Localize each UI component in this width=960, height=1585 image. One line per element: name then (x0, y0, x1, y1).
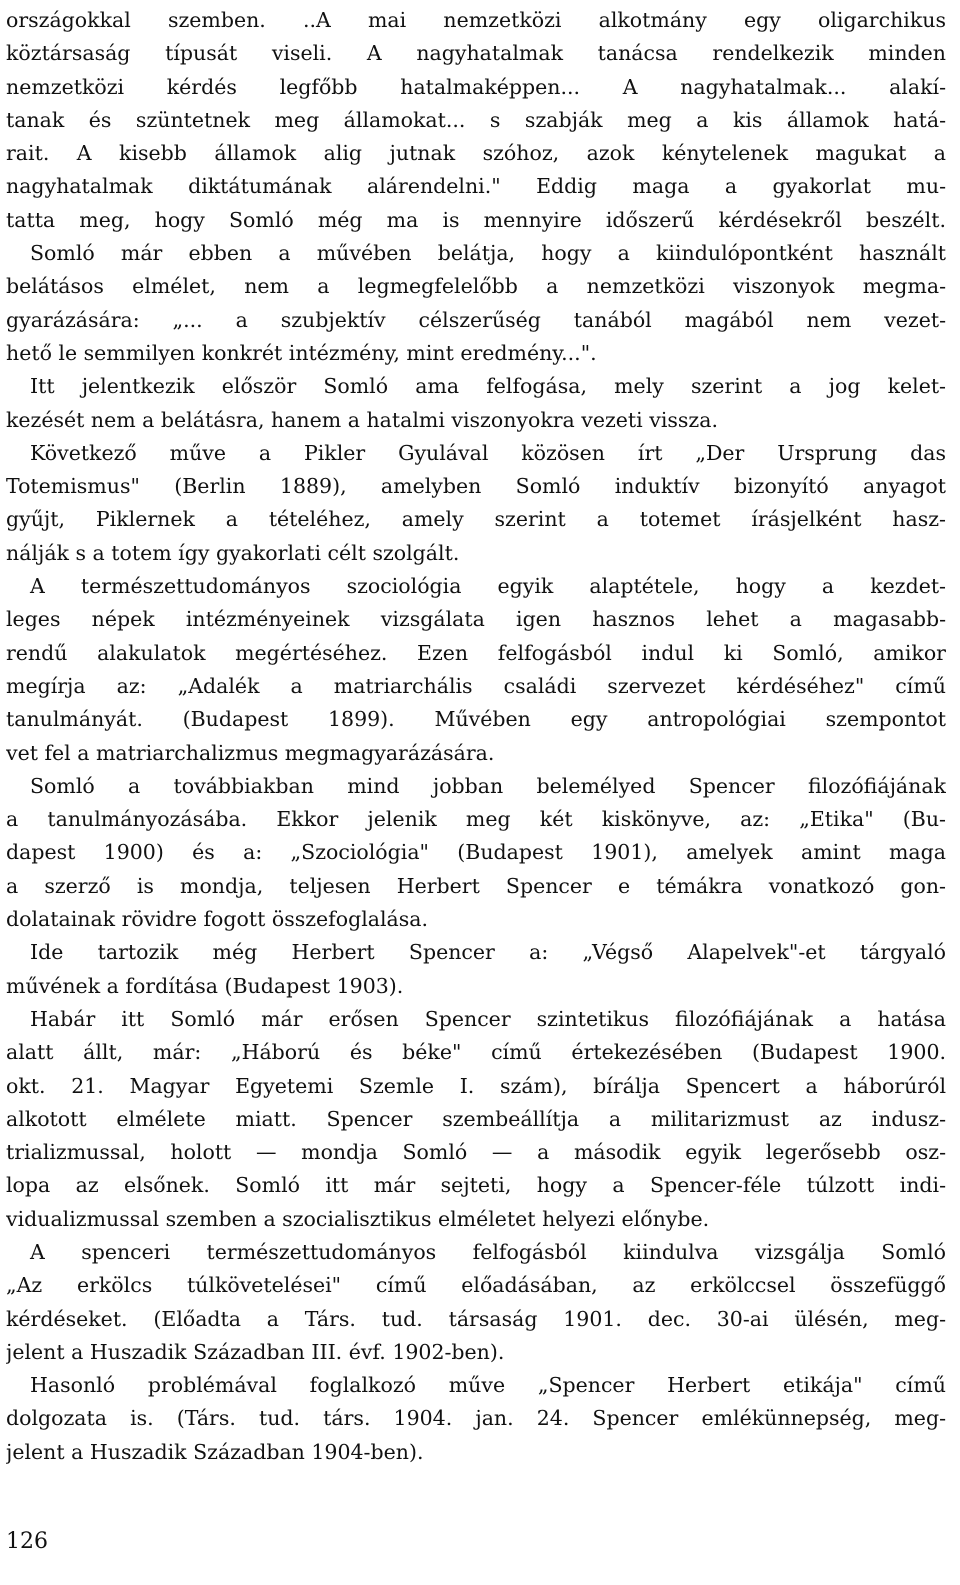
text-line: leges népek intézményeinek vizsgálata igen hasznos lehet a magasabb- (6, 607, 946, 632)
text-line: vidualizmussal szemben a szocialisztikus elméletet helyezi előnybe. (6, 1206, 710, 1231)
text-line: köztársaság típusát viseli. A nagyhatalmak tanácsa rendelkezik minden (6, 41, 946, 66)
text-line: Ide tartozik még Herbert Spencer a: „Végső Alapelvek"-et tárgyaló (30, 940, 946, 965)
text-line: okt. 21. Magyar Egyetemi Szemle I. szám), bírálja Spencert a háborúról (6, 1073, 946, 1098)
text-line: Habár itt Somló már erősen Spencer szintetikus filozófiájának a hatása (30, 1006, 946, 1031)
text-line: jelent a Huszadik Században III. évf. 1902-ben). (6, 1339, 505, 1364)
text-line: dolgozata is. (Társ. tud. társ. 1904. jan. 24. Spencer emlékünnepség, meg- (6, 1406, 946, 1431)
text-line: országokkal szemben. ..A mai nemzetközi alkotmány egy oligarchikus (6, 8, 946, 32)
text-line: Somló már ebben a művében belátja, hogy a kiindulópontként használt (30, 241, 946, 266)
text-line: rait. A kisebb államok alig jutnak szóhoz, azok kénytelenek magukat a (6, 141, 946, 166)
text-line: dapest 1900) és a: „Szociológia" (Budapest 1901), amelyek amint maga (6, 840, 946, 865)
text-line: tatta meg, hogy Somló még ma is mennyire időszerű kérdésekről beszélt. (6, 207, 946, 232)
text-line: lopa az elsőnek. Somló itt már sejteti, hogy a Spencer-féle túlzott indi- (6, 1173, 946, 1198)
text-line: tanak és szüntetnek meg államokat... s szabják meg a kis államok hatá- (6, 107, 946, 132)
text-line: A spenceri természettudományos felfogásból kiindulva vizsgálja Somló (30, 1239, 946, 1264)
body-text (6, 4, 946, 1469)
text-line: rendű alakulatok megértéséhez. Ezen felfogásból indul ki Somló, amikor (6, 640, 946, 665)
page-number: 126 (6, 1529, 48, 1554)
text-line: a szerző is mondja, teljesen Herbert Spencer e témákra vonatkozó gon- (6, 873, 946, 898)
text-line: nemzetközi kérdés legfőbb hatalmaképpen... A nagyhatalmak... alakí- (6, 74, 946, 99)
text-line: Itt jelentkezik először Somló ama felfogása, mely szerint a jog kelet- (30, 374, 946, 399)
text-line: Hasonló problémával foglalkozó műve „Spencer Herbert etikája" című (30, 1373, 946, 1398)
text-line: megírja az: „Adalék a matriarchális családi szervezet kérdéséhez" című (6, 673, 946, 698)
text-line: kérdéseket. (Előadta a Társ. tud. társaság 1901. dec. 30-ai ülésén, meg- (6, 1306, 946, 1331)
text-line: nálják s a totem így gyakorlati célt szolgált. (6, 540, 460, 565)
text-line: jelent a Huszadik Században 1904-ben). (6, 1439, 424, 1464)
text-line: alkotott elmélete miatt. Spencer szembeállítja a militarizmust az indusz- (6, 1106, 946, 1131)
text-line: trializmussal, holott — mondja Somló — a második egyik legerősebb osz- (6, 1140, 946, 1165)
text-line: „Az erkölcs túlkövetelései" című előadásában, az erkölccsel összefüggő (6, 1273, 946, 1298)
text-line: A természettudományos szociológia egyik alaptétele, hogy a kezdet- (30, 574, 946, 599)
text-line: alatt állt, már: „Háború és béke" című értekezésében (Budapest 1900. (6, 1040, 946, 1065)
text-line: Somló a továbbiakban mind jobban belemélyed Spencer filozófiájának (30, 773, 946, 798)
text-line: gyarázására: „... a szubjektív célszerűség tanából magából nem vezet- (6, 307, 946, 332)
text-line: Totemismus" (Berlin 1889), amelyben Somló induktív bizonyító anyagot (6, 474, 946, 499)
text-line: belátásos elmélet, nem a legmegfelelőbb a nemzetközi viszonyok megma- (6, 274, 946, 299)
text-line: kezését nem a belátásra, hanem a hatalmi viszonyokra vezeti vissza. (6, 407, 718, 432)
text-line: nagyhatalmak diktátumának alárendelni." Eddig maga a gyakorlat mu- (6, 174, 946, 199)
text-line: gyűjt, Piklernek a tételéhez, amely szerint a totemet írásjelként hasz- (6, 507, 946, 532)
text-line: dolatainak rövidre fogott összefoglalása. (6, 907, 429, 932)
text-line: művének a fordítása (Budapest 1903). (6, 973, 404, 998)
text-line: vet fel a matriarchalizmus megmagyarázására. (6, 740, 495, 765)
text-line: hető le semmilyen konkrét intézmény, mint eredmény...". (6, 340, 597, 365)
text-line: a tanulmányozásába. Ekkor jelenik meg két kiskönyve, az: „Etika" (Bu- (6, 807, 946, 832)
text-line: Következő műve a Pikler Gyulával közösen írt „Der Ursprung das (30, 440, 946, 465)
text-line: tanulmányát. (Budapest 1899). Művében egy antropológiai szempontot (6, 707, 946, 732)
